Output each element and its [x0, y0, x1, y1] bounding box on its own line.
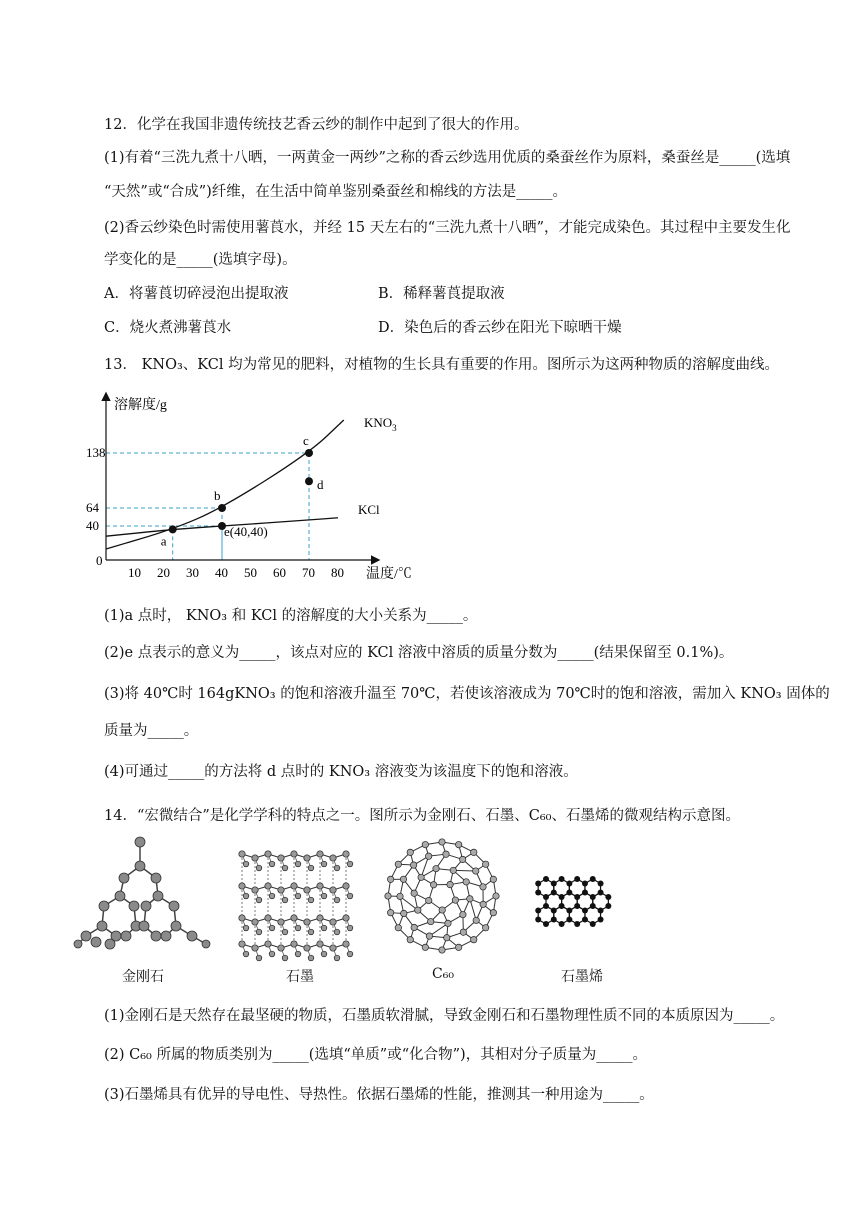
- x-tick-label: 30: [186, 565, 199, 580]
- q12-part1-line2: “天然”或“合成”)纤维，在生活中简单鉴别桑蚕丝和棉线的方法是_____。: [104, 184, 568, 200]
- diamond-structure-image: [74, 832, 214, 952]
- q12-option-b: B．稀释薯莨提取液: [378, 286, 505, 302]
- caption-c60: C₆₀: [432, 966, 454, 982]
- caption-diamond: 金刚石: [122, 969, 164, 985]
- y-tick-label: 138: [86, 445, 106, 460]
- caption-graphite: 石墨: [286, 969, 314, 985]
- q12-option-a: A．将薯莨切碎浸泡出提取液: [104, 286, 289, 302]
- x-tick-label: 50: [244, 565, 257, 580]
- graphene-structure-image: [530, 876, 640, 946]
- q14-part2: (2) C₆₀ 所属的物质类别为_____(选填“单质”或“化合物”)，其相对分子质量为_____。: [104, 1047, 647, 1063]
- y-tick-label: 64: [86, 500, 99, 515]
- x-tick-label: 80: [331, 565, 344, 580]
- q13-part1: (1)a 点时， KNO₃ 和 KCl 的溶解度的大小关系为_____。: [104, 608, 478, 624]
- q12-part2-line1: (2)香云纱染色时需使用薯莨水，并经 15 天左右的“三洗九煮十八晒”，才能完成染色。其过程中主要发生化: [104, 220, 791, 236]
- q13-stem: 13． KNO₃、KCl 均为常见的肥料，对植物的生长具有重要的作用。图所示为这两种物质的溶解度曲线。: [104, 357, 780, 373]
- q12-option-d: D．染色后的香云纱在阳光下晾晒干燥: [378, 320, 622, 336]
- graphite-structure-image: [236, 846, 366, 956]
- x-tick-label: 60: [273, 565, 286, 580]
- q13-part2: (2)e 点表示的意义为_____，该点对应的 KCl 溶液中溶质的质量分数为_____(结果保留至 0.1%)。: [104, 645, 734, 661]
- x-axis-label: 温度/℃: [366, 567, 412, 582]
- x-tick-label: 20: [157, 565, 170, 580]
- q12-stem: 12．化学在我国非遗传统技艺香云纱的制作中起到了很大的作用。: [104, 117, 529, 133]
- point-label-a: a: [160, 533, 167, 549]
- caption-graphene: 石墨烯: [561, 969, 603, 985]
- point-label-e: e(40,40): [224, 524, 268, 539]
- solubility-chart: [88, 388, 428, 588]
- series-label-kno3: $KNO_3$: [364, 415, 397, 433]
- q14-stem: 14．“宏微结合”是化学学科的特点之一。图所示为金刚石、石墨、C₆₀、石墨烯的微观结构示意图。: [104, 808, 740, 824]
- x-tick-label: 70: [302, 565, 315, 580]
- point-c: [305, 449, 313, 457]
- x-tick-label: 40: [215, 565, 228, 580]
- q12-option-c: C．烧火煮沸薯莨水: [104, 320, 232, 336]
- point-label-c: c: [303, 433, 309, 448]
- point-label-d: d: [317, 477, 324, 493]
- q13-part3-line2: 质量为_____。: [104, 723, 199, 739]
- q13-part3-line1: (3)将 40℃时 164gKNO₃ 的饱和溶液升温至 70℃，若使该溶液成为 70℃时的饱和溶液，需加入 KNO₃ 固体的: [104, 686, 830, 702]
- y-tick-label: 40: [86, 518, 99, 533]
- q12-part1-line1: (1)有着“三洗九煮十八晒，一两黄金一两纱”之称的香云纱选用优质的桑蚕丝作为原料，桑蚕丝是_____(选填: [104, 150, 791, 166]
- point-d: [305, 477, 313, 485]
- origin-label: 0: [96, 553, 103, 568]
- y-axis-label: 溶解度/g: [114, 398, 167, 413]
- q14-part1: (1)金刚石是天然存在最坚硬的物质，石墨质软滑腻，导致金刚石和石墨物理性质不同的本质原因为_____。: [104, 1008, 785, 1024]
- x-tick-label: 10: [128, 565, 141, 580]
- q14-part3: (3)石墨烯具有优异的导电性、导热性。依据石墨烯的性能，推测其一种用途为_____。: [104, 1087, 654, 1103]
- point-label-b: b: [214, 488, 221, 503]
- q12-part2-line2: 学变化的是_____(选填字母)。: [104, 252, 297, 268]
- point-a: [169, 525, 177, 533]
- q13-part4: (4)可通过_____的方法将 d 点时的 KNO₃ 溶液变为该温度下的饱和溶液。: [104, 764, 578, 780]
- series-label-kcl: KCl: [358, 502, 380, 517]
- c60-structure-image: [382, 836, 502, 956]
- point-b: [218, 504, 226, 512]
